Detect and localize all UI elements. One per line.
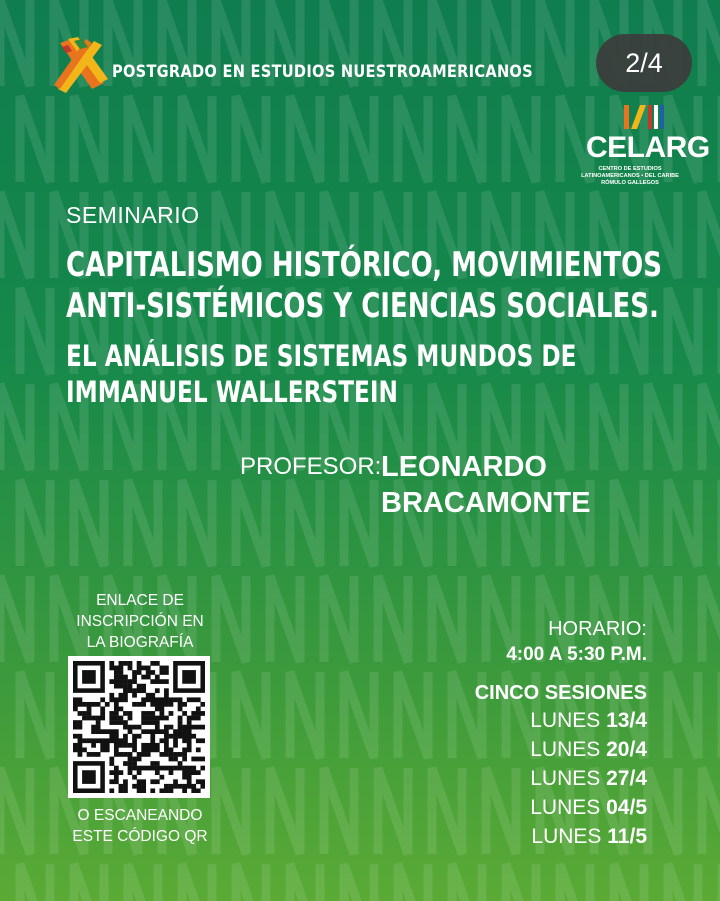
- professor-name: [381, 449, 590, 521]
- session-item: [475, 764, 647, 793]
- session-date: 27/4: [606, 767, 647, 790]
- professor-last-name: BRACAMONTE: [381, 487, 591, 519]
- session-item: [475, 822, 647, 851]
- session-day: LUNES: [530, 796, 601, 819]
- session-date: 13/4: [606, 709, 647, 732]
- scan-instruction: [60, 805, 220, 847]
- celarg-subtitle-line: CENTRO DE ESTUDIOS: [598, 166, 662, 172]
- qr-code-icon: [73, 661, 205, 793]
- qr-code[interactable]: [68, 656, 210, 798]
- registration-link-line: LA BIOGRAFÍA: [86, 634, 194, 651]
- session-date: 20/4: [606, 738, 647, 761]
- celarg-subtitle-line: LATINOAMERICANOS • DEL CARIBE: [581, 173, 679, 179]
- registration-link-line: INSCRIPCIÓN EN: [76, 613, 204, 630]
- session-day: LUNES: [530, 767, 601, 790]
- session-day: LUNES: [530, 738, 601, 761]
- postgrado-logo-icon: [52, 37, 110, 95]
- session-item: [475, 735, 647, 764]
- registration-link-line: ENLACE DE: [96, 592, 184, 609]
- celarg-name: CELARG: [586, 131, 710, 164]
- session-day: LUNES: [530, 709, 601, 732]
- professor-first-name: LEONARDO: [381, 451, 547, 483]
- schedule-label: HORARIO:: [548, 618, 647, 640]
- event-title-line: ANTI-SISTÉMICOS Y CIENCIAS SOCIALES.: [66, 286, 659, 326]
- schedule: [475, 616, 647, 851]
- celarg-logo-icon: [622, 95, 668, 129]
- scan-instruction-line: O ESCANEANDO: [77, 807, 203, 824]
- event-title: [66, 245, 662, 327]
- session-date: 11/5: [607, 825, 647, 848]
- event-subtitle: [66, 338, 577, 410]
- event-type: SEMINARIO: [66, 202, 200, 228]
- sessions-label: CINCO SESIONES: [474, 682, 647, 704]
- session-date: 04/5: [606, 796, 647, 819]
- session-day: LUNES: [531, 825, 602, 848]
- event-title-line: CAPITALISMO HISTÓRICO, MOVIMIENTOS: [66, 245, 662, 285]
- session-item: [475, 706, 647, 735]
- celarg-subtitle: [580, 166, 680, 187]
- schedule-hours: 4:00 A 5:30 P.M.: [506, 644, 647, 665]
- celarg-subtitle-line: RÓMULO GALLEGOS: [601, 180, 659, 186]
- program-name: POSTGRADO EN ESTUDIOS NUESTROAMERICANOS: [112, 62, 533, 82]
- event-subtitle-line: IMMANUEL WALLERSTEIN: [66, 375, 398, 409]
- event-subtitle-line: EL ANÁLISIS DE SISTEMAS MUNDOS DE: [66, 339, 577, 373]
- scan-instruction-line: ESTE CÓDIGO QR: [72, 828, 208, 845]
- slide-counter[interactable]: 2/4: [596, 34, 692, 92]
- session-item: [475, 793, 647, 822]
- registration-link-text: [60, 590, 220, 653]
- professor-label: PROFESOR:: [240, 453, 382, 480]
